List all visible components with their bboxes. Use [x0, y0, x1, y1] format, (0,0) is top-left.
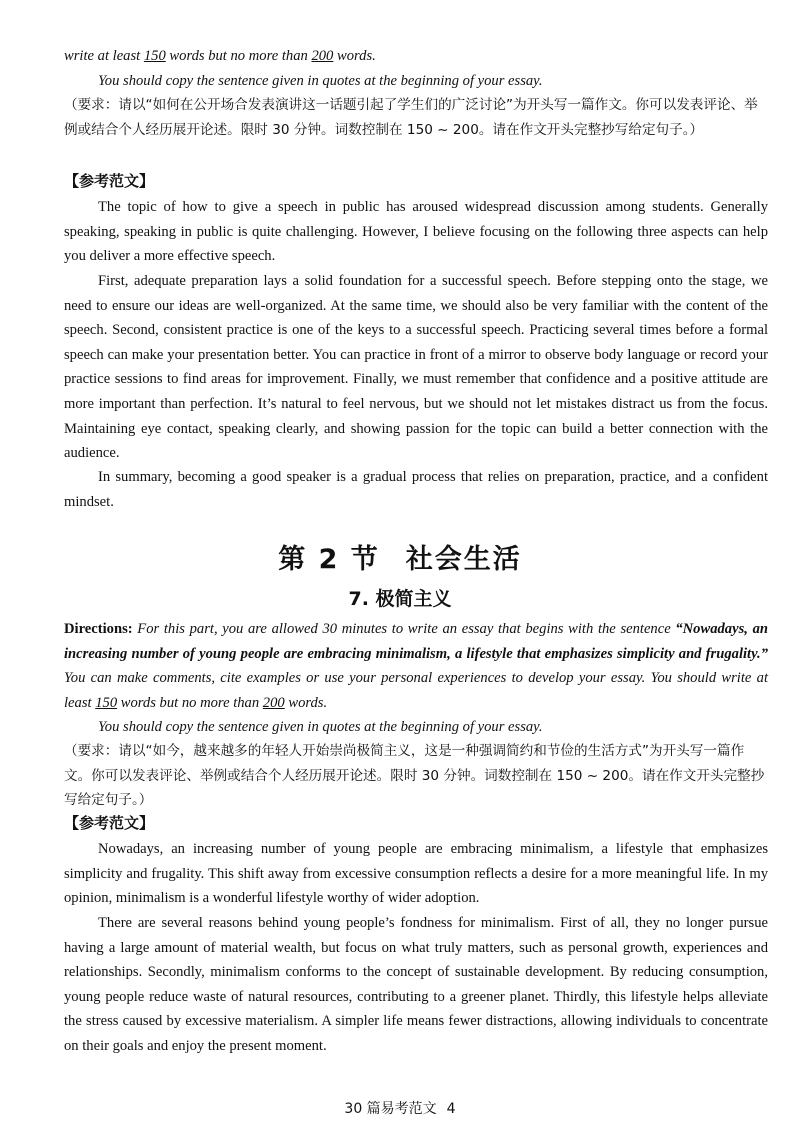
- directions-label: Directions:: [64, 621, 133, 637]
- top-directions: [64, 44, 768, 93]
- page-footer: [0, 1098, 800, 1118]
- essay1-paragraph-2: First, adequate preparation lays a solid foundation for a successful speech. Before stepping onto the stage, we need to ensure our ideas are well-organized. At the same time, we should also be very familiar with the content of the speech. Second, consistent practice is one of the keys to a successful speech. Practicing several times before a formal speech can make your presentation better. You can practice in front of a mirror to observe body language or record your practice sessions to find areas for improvement. Finally, we must remember that confidence and a positive attitude are more important than perfection. It’s natural to feel nervous, but we should not let mistakes distract us from the focus. Maintaining eye contact, speaking clearly, and showing passion for the topic can build a better connection with the audience.: [64, 273, 768, 462]
- directions: Directions: For this part, you are allowed 30 minutes to write an essay that begins with the sentence “Nowadays, an increasing number of young people are embracing minimalism, a lifestyle that emphasizes simplicity and frugality.” You can make comments, cite examples or use your personal experiences to develop your essay. You should write at least 150 words but no more than 200 words.: [64, 621, 768, 711]
- top-copy-instruction: You should copy the sentence given in quotes at the beginning of your essay.: [98, 72, 543, 89]
- page-number: 4: [446, 1101, 456, 1117]
- top-min-words: 150: [143, 48, 166, 64]
- section-name: 社会生活: [405, 544, 522, 575]
- essay1-paragraph-3: In summary, becoming a good speaker is a gradual process that relies on preparation, practice, and a confident mindset.: [64, 469, 768, 510]
- essay2-paragraph-1: Nowadays, an increasing number of young people are embracing minimalism, a lifestyle that emphasizes simplicity and frugality. This shift away from excessive consumption reflects a desire for a more meaningful life. In my opinion, minimalism is a wonderful lifestyle worthy of wider adoption.: [64, 841, 768, 907]
- essay2-paragraph-2: There are several reasons behind young people’s fondness for minimalism. First of all, they no longer pursue having a large amount of material wealth, but focus on what truly matters, such as personal growth, experiences and relationships. Secondly, minimalism conforms to the concept of sustainable development. By reducing consumption, young people reduce waste of natural resources, contributing to a greener planet. Thirdly, this lifestyle helps alleviate the stress caused by excessive materialism. A simpler life means fewer distractions, allowing individuals to concentrate on their goals and enjoy the present moment.: [64, 915, 768, 1054]
- copy-instruction: You should copy the sentence given in quotes at the beginning of your essay.: [98, 719, 543, 735]
- top-word-limit-line: write at least 150 words but no more than 200 words.: [64, 48, 376, 64]
- max-words: 200: [262, 694, 285, 711]
- topic-title: 7. 极简主义: [348, 588, 452, 610]
- essay1-paragraph-1: The topic of how to give a speech in public has aroused widespread discussion among students. Generally speaking, speaking in public is quite challenging. However, I believe focusing on the following three aspects can help you deliver a more effective speech.: [64, 199, 768, 265]
- top-requirement: （要求：请以“如何在公开场合发表演讲这一话题引起了学生们的广泛讨论”为开头写一篇作文。你可以发表评论、举例或结合个人经历展开论述。限时 30 分钟。词数控制在 150 ~ 200。请在作文开头完整抄写给定句子。）: [64, 97, 758, 138]
- section-number: 第 2 节: [278, 544, 380, 575]
- requirement: （要求：请以“如今，越来越多的年轻人开始崇尚极简主义，这是一种强调简约和节俭的生活方式”为开头写一篇作文。你可以发表评论、举例或结合个人经历展开论述。限时 30 分钟。词数控制在 150 ~ 200。请在作文开头完整抄写给定句子。）: [64, 743, 765, 809]
- min-words: 150: [95, 694, 118, 711]
- model-essay-label-1: 【参考范文】: [64, 172, 155, 190]
- top-max-words: 200: [311, 48, 334, 64]
- directions-quote: “Nowadays, an increasing number of young people are embracing minimalism, a lifestyle that emphasizes simplicity and frugality.”: [64, 621, 768, 662]
- footer-book-title: 30 篇易考范文: [344, 1101, 437, 1117]
- model-essay-label-2: 【参考范文】: [64, 814, 155, 832]
- section-title: [0, 537, 800, 576]
